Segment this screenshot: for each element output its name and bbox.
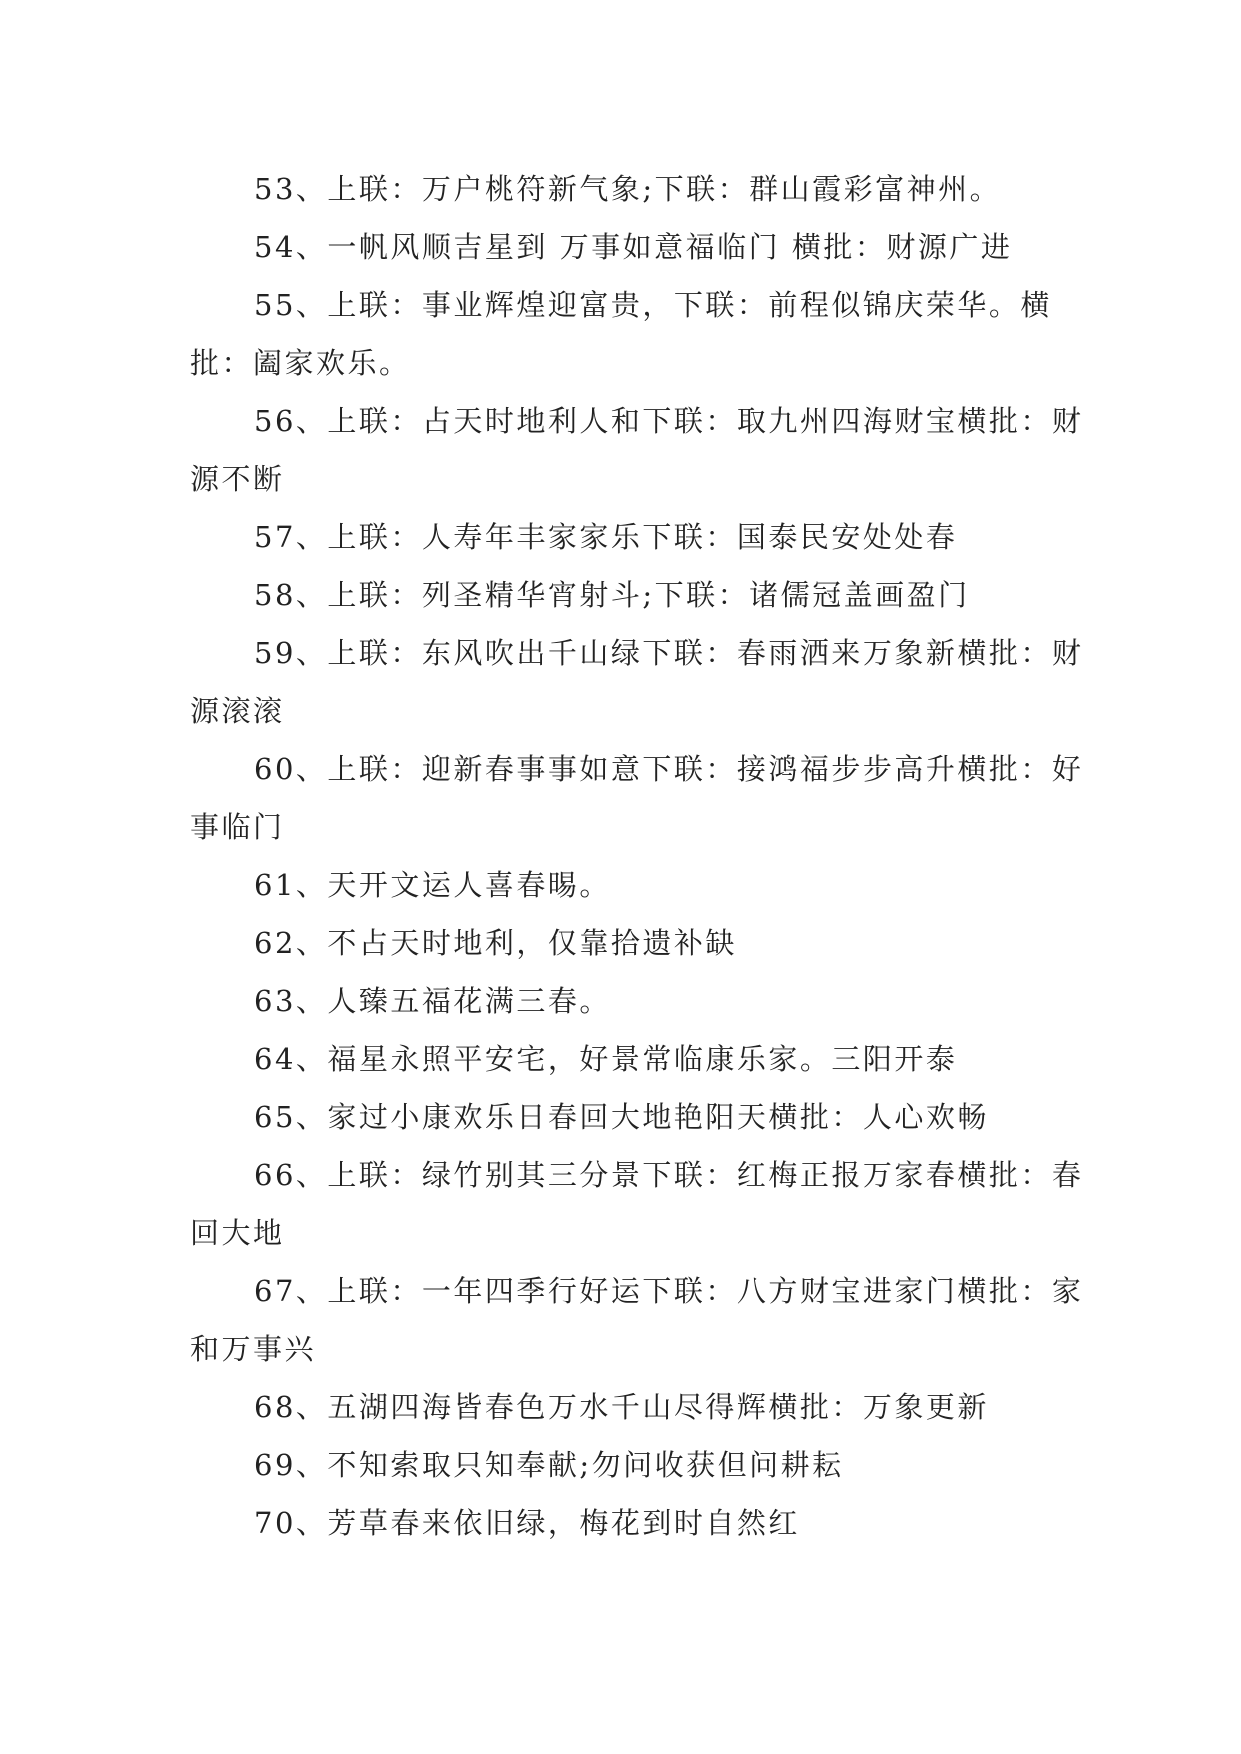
document-body <box>190 160 1090 1552</box>
couplet-67: 67、上联：一年四季行好运下联：八方财宝进家门横批：家和万事兴 <box>190 1274 1084 1366</box>
couplet-63: 63、人臻五福花满三春。 <box>254 984 611 1018</box>
couplet-66: 66、上联：绿竹别其三分景下联：红梅正报万家春横批：春回大地 <box>190 1158 1084 1250</box>
couplet-62: 62、不占天时地利，仅靠拾遗补缺 <box>254 926 737 960</box>
couplet-69: 69、不知索取只知奉献;勿问收获但问耕耘 <box>254 1448 844 1482</box>
couplet-61: 61、天开文运人喜春晹。 <box>254 868 611 902</box>
couplet-65: 65、家过小康欢乐日春回大地艳阳天横批：人心欢畅 <box>254 1100 989 1134</box>
couplet-58: 58、上联：列圣精华宵射斗;下联：诸儒冠盖画盈门 <box>254 578 970 612</box>
couplet-57: 57、上联：人寿年丰家家乐下联：国泰民安处处春 <box>254 520 958 554</box>
couplet-59: 59、上联：东风吹出千山绿下联：春雨洒来万象新横批：财源滚滚 <box>190 636 1084 728</box>
couplet-68: 68、五湖四海皆春色万水千山尽得辉横批：万象更新 <box>254 1390 989 1424</box>
couplet-64: 64、福星永照平安宅，好景常临康乐家。三阳开泰 <box>254 1042 958 1076</box>
couplet-55: 55、上联：事业辉煌迎富贵，下联：前程似锦庆荣华。横批：阖家欢乐。 <box>190 288 1052 380</box>
couplet-54: 54、一帆风顺吉星到 万事如意福临门 横批：财源广进 <box>254 230 1013 264</box>
couplet-70: 70、芳草春来依旧绿，梅花到时自然红 <box>254 1506 800 1540</box>
couplet-60: 60、上联：迎新春事事如意下联：接鸿福步步高升横批：好事临门 <box>190 752 1084 844</box>
couplet-53: 53、上联：万户桃符新气象;下联：群山霞彩富神州。 <box>254 172 1002 206</box>
couplet-56: 56、上联：占天时地利人和下联：取九州四海财宝横批：财源不断 <box>190 404 1084 496</box>
